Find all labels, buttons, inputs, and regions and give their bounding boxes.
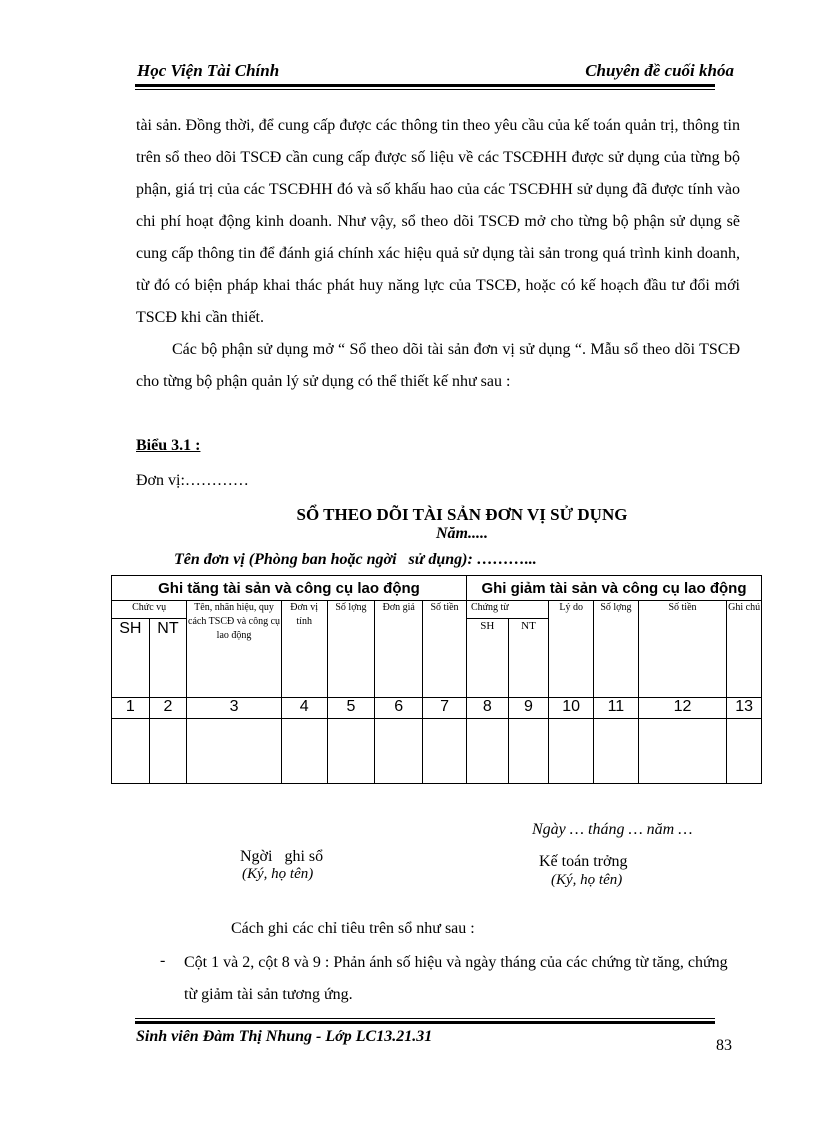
col-number: 2 <box>149 698 187 719</box>
col-number: 10 <box>549 698 594 719</box>
col-number: 9 <box>508 698 549 719</box>
header-rule-thin <box>135 89 715 90</box>
paragraph-2: Các bộ phận sử dụng mở “ Sổ theo dõi tài sản đơn vị sử dụng “. Mẫu sổ theo dõi TSCĐ cho từng bộ phận quản lý sử dụng có thể thiết kế như sau : <box>136 341 740 390</box>
date-line: Ngày … tháng … năm … <box>532 821 693 838</box>
col-ghi-chu: Ghi chú <box>727 601 762 698</box>
instructions-intro: Cách ghi các chỉ tiêu trên sổ như sau : <box>231 920 475 937</box>
form-title: SỔ THEO DÕI TÀI SẢN ĐƠN VỊ SỬ DỤNG <box>296 505 628 524</box>
col-number: 11 <box>594 698 639 719</box>
bullet-mark: - <box>160 952 166 969</box>
col-number: 7 <box>423 698 467 719</box>
col-nt-2: NT <box>508 619 549 698</box>
col-ly-do: Lý do <box>549 601 594 698</box>
signer-left: Ngời ghi sổ <box>240 848 324 865</box>
col-so-tien-2: Số tiền <box>638 601 726 698</box>
ledger-table <box>111 575 762 784</box>
col-so-luong-2: Số lợng <box>594 601 639 698</box>
col-chung-vu: Chức vụ <box>112 601 187 619</box>
col-number: 13 <box>727 698 762 719</box>
empty-data-row <box>112 719 762 784</box>
col-number: 3 <box>187 698 282 719</box>
unit-line: Đơn vị:………… <box>136 472 249 489</box>
col-number: 8 <box>466 698 508 719</box>
form-year: Năm..... <box>436 525 488 542</box>
col-number: 6 <box>375 698 423 719</box>
body-text <box>136 110 740 398</box>
col-don-gia: Đơn giá <box>375 601 423 698</box>
col-sh: SH <box>112 619 150 698</box>
col-sh-2: SH <box>466 619 508 698</box>
header-left: Học Viện Tài Chính <box>137 61 280 80</box>
col-don-vi-tinh: Đơn vị tính <box>281 601 327 698</box>
form-label: Biểu 3.1 : <box>136 437 201 454</box>
col-chung-tu: Chứng từ <box>466 601 548 619</box>
col-number: 5 <box>327 698 375 719</box>
col-number: 1 <box>112 698 150 719</box>
col-ten-tscd: Tên, nhãn hiệu, quy cách TSCĐ và công cụ lao động <box>187 601 282 698</box>
group-increase-header: Ghi tăng tài sản và công cụ lao động <box>112 576 467 601</box>
col-number: 12 <box>638 698 726 719</box>
col-number: 4 <box>281 698 327 719</box>
footer-rule-thin <box>135 1018 715 1019</box>
signer-right-note: (Ký, họ tên) <box>551 872 623 888</box>
col-so-tien: Số tiền <box>423 601 467 698</box>
page-number: 83 <box>716 1037 732 1054</box>
dept-line: Tên đơn vị (Phòng ban hoặc ngời sử dụng): ………... <box>174 551 537 568</box>
header-right: Chuyên đề cuối khóa <box>585 61 734 80</box>
group-decrease-header: Ghi giảm tài sản và công cụ lao động <box>466 576 761 601</box>
col-so-luong: Số lợng <box>327 601 375 698</box>
instruction-bullet-1: Cột 1 và 2, cột 8 và 9 : Phản ánh số hiệu và ngày tháng của các chứng từ tăng, chứng từ giảm tài sản tương ứng. <box>184 954 728 1003</box>
col-nt: NT <box>149 619 187 698</box>
signer-right: Kế toán trởng <box>539 853 628 870</box>
signer-left-note: (Ký, họ tên) <box>242 866 314 882</box>
footer-rule-thick <box>135 1021 715 1024</box>
footer-student: Sinh viên Đàm Thị Nhung - Lớp LC13.21.31 <box>136 1028 433 1045</box>
paragraph-1: tài sản. Đồng thời, để cung cấp được các thông tin theo yêu cầu của kế toán quản trị, thông tin trên sổ theo dõi TSCĐ cần cung cấp được số liệu về các TSCĐHH được sử dụng của từng bộ phận, giá trị của các TSCĐHH đó và số khấu hao của các TSCĐHH sử dụng đã được tính vào chi phí hoạt động kinh doanh. Như vậy, sổ theo dõi TSCĐ mở cho từng bộ phận sử dụng sẽ cung cấp thông tin để đánh giá chính xác hiệu quả sử dụng tài sản trong quá trình kinh doanh, từ đó có biện pháp khai thác phát huy năng lực của TSCĐ, hoặc có kế hoạch đầu tư đổi mới TSCĐ khi cần thiết. <box>136 117 740 326</box>
header-rule-thick <box>135 84 715 87</box>
